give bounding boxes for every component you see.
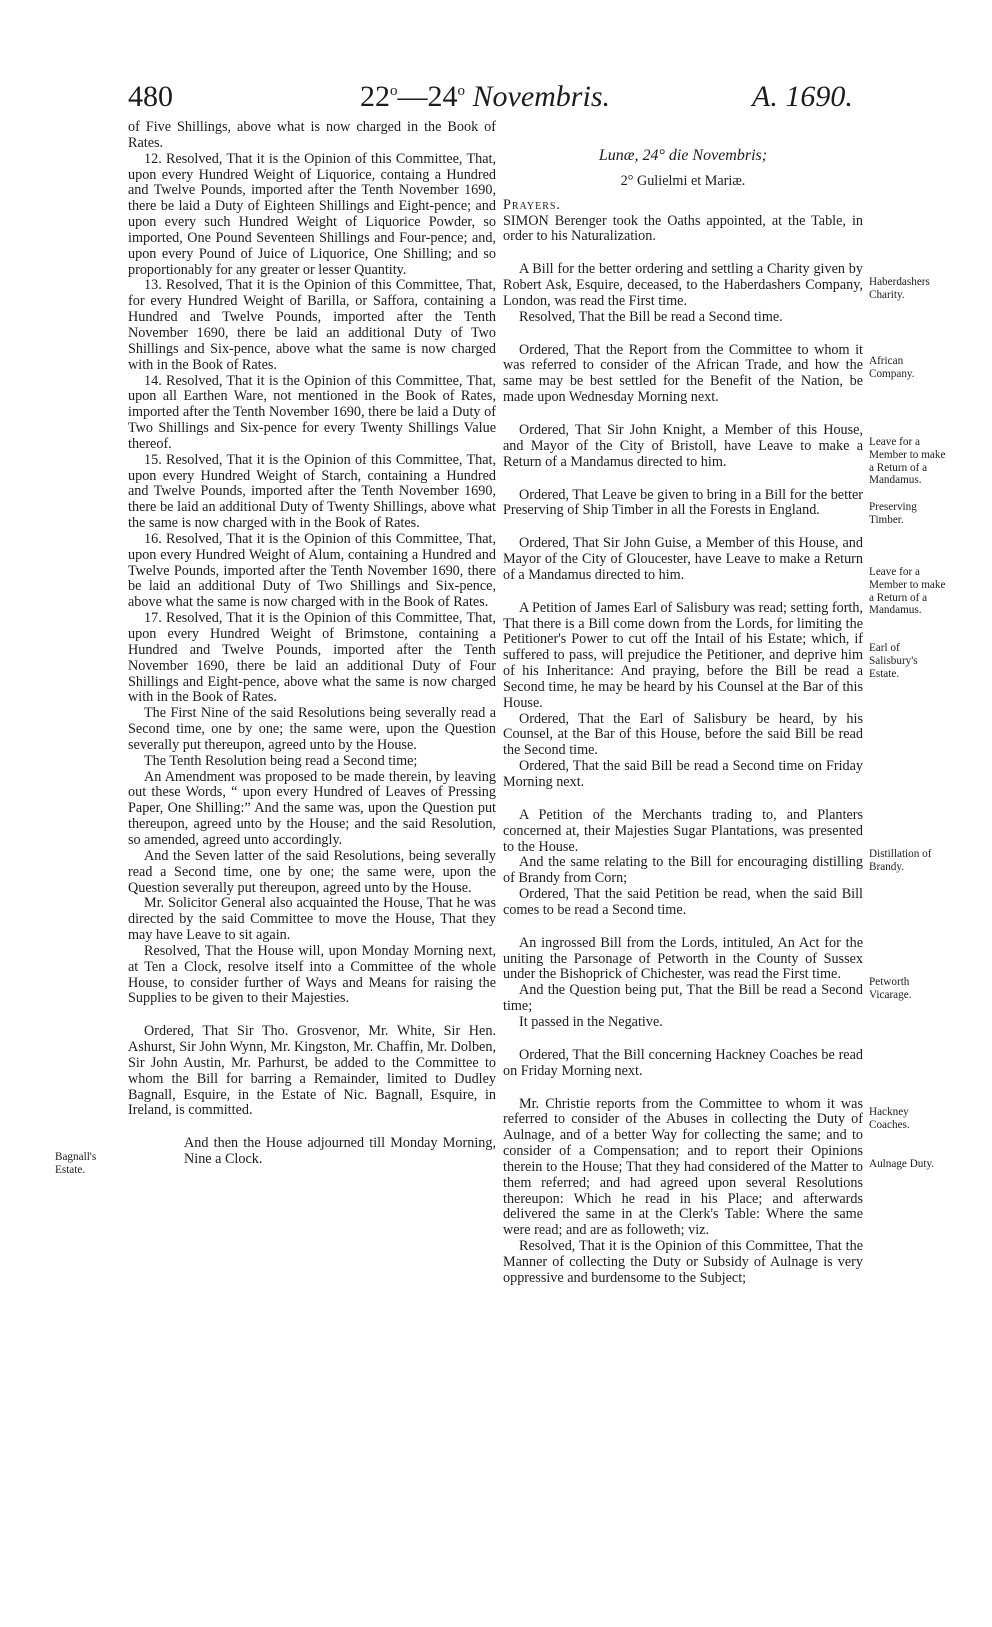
salisbury-order: Ordered, That the Earl of Salisbury be heard, by his Counsel, at the Bar of this House, before the said Bill be read the Second time.	[503, 710, 863, 759]
margin-note-salisbury: Earl of Salisbury's Estate.	[869, 642, 918, 680]
salisbury-second-reading: Ordered, That the said Bill be read a Second time on Friday Morning next.	[503, 758, 863, 790]
margin-note-haberdashers: Haberdashers Charity.	[869, 276, 930, 301]
resolution-14: 14. Resolved, That it is the Opinion of this Committee, That, upon all Earthen Ware, not mentioned in the Book of Rates, imported after the Tenth November 1690, there be laid a Duty of Two Shillings and Six-pence for every Twenty Shillings Value thereof.	[128, 372, 496, 452]
left-paragraph: Mr. Solicitor General also acquainted the House, That he was directed by the said Committee to move the House, That they may have Leave to sit again.	[128, 895, 496, 944]
guise-order: Ordered, That Sir John Guise, a Member of this House, and Mayor of the City of Gloucester, have Leave to make a Return of a Mandamus directed to him.	[503, 535, 863, 583]
haberdashers-bill: A Bill for the better ordering and settling a Charity given by Robert Ask, Esquire, deceased, to the Haberdashers Company, London, was read the First time.	[503, 261, 863, 309]
margin-note-african: African Company.	[869, 355, 915, 380]
berenger-oaths: SIMON Berenger took the Oaths appointed, at the Table, in order to his Naturalization.	[503, 212, 863, 245]
haberdashers-resolved: Resolved, That the Bill be read a Second time.	[519, 308, 783, 325]
hackney-order: Ordered, That the Bill concerning Hackney Coaches be read on Friday Morning next.	[503, 1046, 863, 1079]
regnal-year: 2° Gulielmi et Mariæ.	[620, 172, 746, 189]
bagnall-order: Ordered, That Sir Tho. Grosvenor, Mr. White, Sir Hen. Ashurst, Sir John Wynn, Mr. Kingston, Mr. Chaffin, Mr. Dolben, Sir John Austin, Mr. Parhurst, be added to the Committee to whom the Bill for barring a Remainder, limited to Dudley Bagnall, Esquire, in the Estate of Nic. Bagnall, Esquire, in Ireland, is committed.	[128, 1023, 496, 1119]
petworth-negative: It passed in the Negative.	[519, 1013, 663, 1030]
merchants-petition: A Petition of the Merchants trading to, and Planters concerned at, their Majesties Sugar Plantations, was presented to the House.	[503, 806, 863, 855]
header-dates	[360, 80, 610, 114]
brandy-order: Ordered, That the said Petition be read, when the said Bill comes to be read a Second time.	[503, 886, 863, 918]
margin-note-aulnage: Aulnage Duty.	[869, 1158, 935, 1170]
left-paragraph: Resolved, That the House will, upon Monday Morning next, at Ten a Clock, resolve itself into a Committee of the whole House, to consider further of Ways and Means for raising the Supplies to be given to their Majesties.	[128, 942, 496, 1007]
margin-note-mandamus-2: Leave for a Member to make a Return of a Mandamus.	[869, 566, 946, 617]
day-heading: Lunæ, 24° die Novembris;	[598, 147, 768, 164]
timber-order: Ordered, That Leave be given to bring in a Bill for the better Preserving of Ship Timber in all the Forests in England.	[503, 486, 863, 519]
date-to-sup: o	[457, 83, 465, 99]
petworth-bill: An ingrossed Bill from the Lords, intituled, An Act for the uniting the Parsonage of Petworth in the County of Sussex under the Bishoprick of Chichester, was read the First time.	[503, 934, 863, 983]
left-paragraph: The First Nine of the said Resolutions being severally read a Second time, one by one; the same were, upon the Question severally put thereupon, agreed unto by the House.	[128, 705, 496, 753]
date-dash: —	[397, 80, 428, 113]
date-from: 22	[360, 80, 390, 113]
margin-note-hackney: Hackney Coaches.	[869, 1106, 910, 1131]
margin-note-petworth: Petworth Vicarage.	[869, 976, 912, 1001]
adjournment: And then the House adjourned till Monday Morning, Nine a Clock.	[184, 1135, 496, 1168]
margin-note-bagnall: Bagnall's Estate.	[55, 1151, 97, 1176]
left-paragraph: An Amendment was proposed to be made therein, by leaving out these Words, “ upon every Hundred of Leaves of Pressing Paper, One Shilling:” And the same was, upon the Question put thereupon, agreed unto by the House; and the said Resolution, so amended, agreed unto accordingly.	[128, 768, 496, 848]
resolution-12: 12. Resolved, That it is the Opinion of this Committee, That, upon every Hundred Weight of Liquorice, containg a Hundred and Twelve Pounds, imported after the Tenth November 1690, there be laid a Duty of Eighteen Shillings and Eight-pence; and upon every such Hundred Weight of Liquorice Powder, so imported, One Pound Seventeen Shillings and Four-pence; and, upon every Pound of Juice of Liquorice, One Shilling; and so proportionably for any greater or lesser Quantity.	[128, 150, 496, 278]
african-order: Ordered, That the Report from the Committee to whom it was referred to consider of the African Trade, and how the same may be best settled for the Benefit of the Nation, be made upon Wednesday Morning next.	[503, 341, 863, 406]
date-to: 24	[427, 80, 458, 113]
aulnage-resolved: Resolved, That it is the Opinion of this Committee, That the Manner of collecting the Duty or Subsidy of Aulnage is very oppressive and burdensome to the Subject;	[503, 1238, 863, 1286]
brandy-relation: And the same relating to the Bill for encouraging distilling of Brandy from Corn;	[503, 854, 863, 887]
aulnage-report: Mr. Christie reports from the Committee to whom it was referred to consider of the Abuses in collecting the Duty of Aulnage, and of a better Way for collecting the same; and to consider of a Compensation; and to report their Opinions therein to the House; That they had considered of the Matter to them referred; and had agreed upon several Resolutions thereupon: Which he read in his Place; and afterwards delivered the same in at the Clerk's Table: Where the same were read; and are as followeth; viz.	[503, 1095, 863, 1239]
date-from-sup: o	[390, 83, 398, 99]
header-month: Novembris.	[472, 80, 610, 113]
resolution-15: 15. Resolved, That it is the Opinion of this Committee, That, upon every Hundred Weight of Starch, containing a Hundred and Twelve Pounds, imported after the Tenth November 1690, there be laid an additional Duty of Twenty Shillings, above what the same is now charged with in the Book of Rates.	[128, 451, 496, 532]
margin-note-timber: Preserving Timber.	[869, 501, 917, 526]
resolution-16: 16. Resolved, That it is the Opinion of this Committee, That, upon every Hundred Weight of Alum, containing a Hundred and Twelve Pounds, imported after the Tenth November 1690, there be laid an additional Duty of Two Shillings and Six-pence, above what the same is now charged with in the Book of Rates.	[128, 530, 496, 611]
left-paragraph: And the Seven latter of the said Resolutions, being severally read a Second time, one by one; the same were, upon the Question severally put thereupon, agreed unto by the House.	[128, 847, 496, 896]
petworth-question: And the Question being put, That the Bill be read a Second time;	[503, 982, 863, 1015]
margin-note-brandy: Distillation of Brandy.	[869, 848, 932, 873]
salisbury-petition: A Petition of James Earl of Salisbury was read; setting forth, That there is a Bill come down from the Lords, for limiting the Petitioner's Power to cut off the Intail of his Estate; which, if suffered to pass, will prejudice the Petitioner, and deprive him of his Inheritance: And praying, before the Bill be read a Second time, he may be heard by his Counsel at the Bar of this House.	[503, 599, 863, 711]
prayers-heading: Prayers.	[503, 196, 561, 213]
knight-order: Ordered, That Sir John Knight, a Member of this House, and Mayor of the City of Bristoll, have Leave to make a Return of a Mandamus directed to him.	[503, 421, 863, 470]
page-header	[0, 80, 992, 124]
right-column	[503, 120, 863, 1287]
left-column	[128, 120, 496, 1168]
page-number: 480	[128, 80, 173, 113]
left-paragraph: The Tenth Resolution being read a Second time;	[144, 752, 418, 769]
resolution-17: 17. Resolved, That it is the Opinion of this Committee, That, upon every Hundred Weight of Brimstone, containing a Hundred and Twelve Pounds, imported after the Tenth November 1690, there be laid an additional Duty of Four Shillings and Eight-pence, above what the same is now charged with in the Book of Rates.	[128, 610, 496, 706]
left-paragraph: of Five Shillings, above what is now charged in the Book of Rates.	[128, 119, 496, 151]
header-year: A. 1690.	[752, 80, 853, 113]
resolution-13: 13. Resolved, That it is the Opinion of this Committee, That, for every Hundred Weight of Barilla, or Saffora, containing a Hundred and Twelve Pounds, imported after the Tenth November 1690, there be laid an additional Duty of Two Shillings and Six-pence, above what the same is now charged with in the Book of Rates.	[128, 277, 496, 373]
margin-note-mandamus-1: Leave for a Member to make a Return of a Mandamus.	[869, 436, 946, 487]
